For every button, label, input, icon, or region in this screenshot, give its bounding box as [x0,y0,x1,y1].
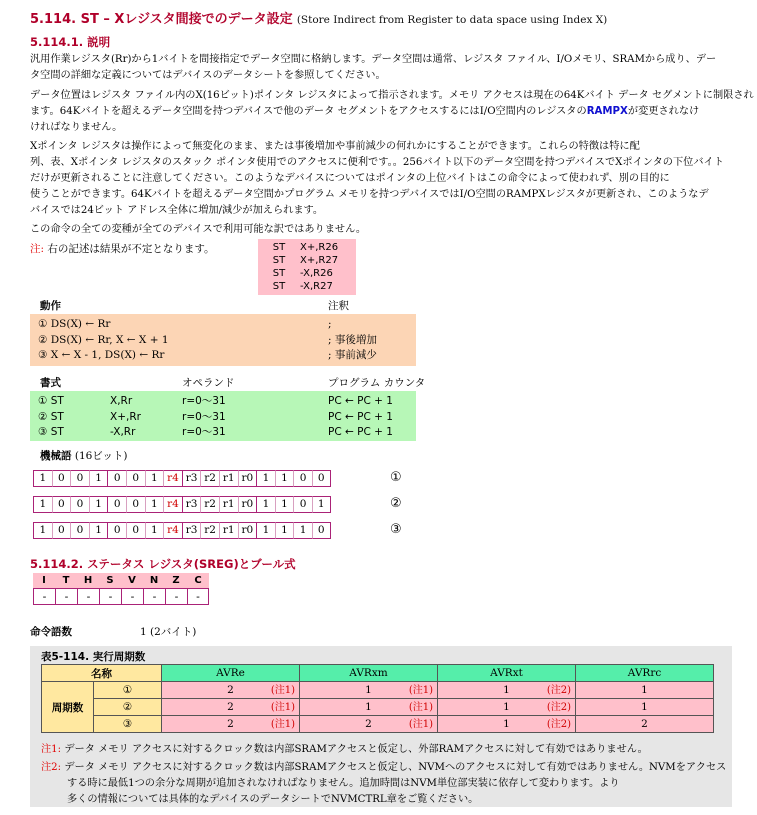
sreg-value: - [55,588,77,605]
opcode-bit: 0 [107,522,126,539]
syntax-row: ③ ST -X,Rr r=0～31 PC ← PC + 1 [38,426,393,438]
opcode-bit: r2 [200,470,219,487]
opcode-bit: 1 [256,496,275,513]
opcode-bit: r3 [182,522,201,539]
opcode-bit: 1 [89,470,108,487]
cycles-cell: 1 [576,699,714,716]
opcode-bit: 0 [126,496,145,513]
operation-row: ③ X ← X - 1, DS(X) ← Rr ; 事前減少 [38,349,377,361]
footnote-2-line: る時に最低1つの余分な周期が追加されなければなりません。追加時間はNVM単位部実装に依存して変わります。より [77,778,620,789]
paragraph-line: ければなりません。 [30,122,123,133]
operation-row: ① DS(X) ← Rr ; [38,318,332,330]
opcode-row [33,496,331,513]
opcode-mark: ① [390,470,402,485]
sreg-value: - [77,588,99,605]
cycles-row-index: ① [94,682,162,699]
cycles-cell: 1 (注2) [438,682,576,699]
words-label: 命令語数 [30,626,72,638]
note-row: ST -X,R27 [272,281,333,292]
words-value: 1 (2バイト) [140,626,197,638]
opcode-bit: 1 [256,522,275,539]
cycles-col-header: AVRxt [438,665,576,682]
note [30,241,215,256]
opcode-bit: r0 [238,496,257,513]
opcode-bit: r2 [200,522,219,539]
opcode-bit: 1 [145,470,164,487]
cycles-col-header: AVRxm [300,665,438,682]
title-main: 5.114. ST – Xレジスタ間接でのデータ設定 [30,12,293,27]
sreg-value: - [143,588,165,605]
cycles-row-index: ② [94,699,162,716]
operation-box [30,314,416,366]
cycles-cell: 1 (注1) [300,699,438,716]
footnote-2-line-prefix: す [67,778,78,789]
syntax-box [30,391,416,441]
paragraph-line: だけが更新されることに注意してください。このようなデバイスについてはポインタの上位バイトはこの命令によって使われず、別の目的に [30,173,670,184]
footnote-1 [41,742,648,758]
cycles-col-header: AVRrc [576,665,714,682]
sreg-flag: H [83,575,93,586]
cycles-row-label: 周期数 [42,682,94,733]
cycles-section [30,646,732,807]
sreg-heading: 5.114.2. ステータス レジスタ(SREG)とブール式 [30,557,296,571]
cycles-cell: 2 (注1) [162,716,300,733]
sreg-value: - [99,588,121,605]
sreg-flag: C [194,575,202,586]
sreg-flag: I [42,575,46,586]
note-row: ST -X,R26 [272,268,333,279]
opcode-mark: ② [390,496,402,511]
cycles-cell: 2 (注1) [162,682,300,699]
opcode-bit: 1 [293,522,312,539]
opcode-bit: 1 [145,496,164,513]
opcode-bit: 0 [312,470,331,487]
opcode-bit: 0 [70,522,89,539]
cycles-cell: 1 (注2) [438,699,576,716]
paragraph-line: バイスでは24ビット アドレス全体に増加/減少が加えられます。 [30,205,324,216]
opcode-bit: 1 [145,522,164,539]
cycles-row [42,716,714,733]
opcode-bit: 0 [70,496,89,513]
opcode-bit: r4 [163,470,182,487]
footnote-2-line: 多くの情報については具体的なデバイスのデータシートでNVMCTRL章をご覧ください。 [67,794,479,805]
opcode-bit: 0 [126,470,145,487]
cycles-row-index: ③ [94,716,162,733]
paragraph-line: 使うことができます。64Kバイトを超えるデータ空間かプログラム メモリを持つデバイスではI/O空間のRAMPXレジスタが更新され、このようなデ [30,189,709,200]
opcode-bit: 0 [293,470,312,487]
paragraph-line: この命令の全ての変種が全てのデバイスで利用可能な訳ではありません。 [30,224,367,235]
opcode-bit: 1 [33,496,52,513]
rampx-link[interactable]: RAMPX [586,106,628,117]
syntax-pc-header: プログラム カウンタ [328,377,426,389]
opcode-row [33,522,331,539]
operation-row: ② DS(X) ← Rr, X ← X + 1 ; 事後増加 [38,333,377,346]
opcode-bit: r1 [219,496,238,513]
syntax-row: ① ST X,Rr r=0～31 PC ← PC + 1 [38,395,393,407]
opcode-bit: 0 [107,470,126,487]
note-text: 右の記述は結果が不定となります。 [47,243,215,255]
sreg-table [33,573,209,605]
operation-comment-header: 注釈 [328,300,349,312]
cycles-cell: 2 [576,716,714,733]
sreg-flag: V [128,575,136,586]
opcode-bit: 1 [275,522,294,539]
opcode-bit: 1 [275,496,294,513]
sreg-values [33,588,209,605]
syntax-operand-header: オペランド [182,377,235,389]
opcode-bit: 0 [52,496,71,513]
opcode-bit: 0 [312,522,331,539]
description-heading: 5.114.1. 説明 [30,35,111,49]
cycles-cell: 1 [576,682,714,699]
sreg-flags [33,573,209,588]
opcode-bit: 1 [256,470,275,487]
opcode-bit: r4 [163,496,182,513]
paragraph-4 [30,222,732,238]
opcode-bit: r0 [238,470,257,487]
title-english: (Store Indirect from Register to data space using Index X) [296,14,608,26]
opcode-label: 機械語 [40,450,72,462]
note-label: 注: [30,243,45,255]
opcode-row [33,470,331,487]
opcode-bit: r0 [238,522,257,539]
footnote-2-label: 注2: [41,762,62,773]
opcode-bit: 0 [126,522,145,539]
opcode-bit: r2 [200,496,219,513]
sreg-flag: S [106,575,114,586]
opcode-bit: 0 [107,496,126,513]
footnote-1-text: データ メモリ アクセスに対するクロック数は内部SRAMアクセスと仮定し、外部RAMアクセスに対して有効ではありません。 [64,744,648,755]
opcode-bit: r1 [219,470,238,487]
opcode-bit: r4 [163,522,182,539]
opcode-bit: r3 [182,470,201,487]
cycles-cell: 1 (注2) [438,716,576,733]
opcode-heading [40,448,127,463]
paragraph-line: 汎用作業レジスタ(Rr)から1バイトを間接指定でデータ空間に格納します。データ空間は通常、レジスタ ファイル、I/Oメモリ、SRAMから成り、デー [30,54,717,65]
cycles-col-header: AVRe [162,665,300,682]
note-row: ST X+,R26 [272,242,339,253]
paragraph-3 [30,139,732,219]
opcode-bit: 0 [52,470,71,487]
opcode-bit: 1 [275,470,294,487]
note-instructions-box [258,239,356,295]
opcode-bit: 0 [70,470,89,487]
paragraph-2 [30,88,754,136]
sreg-flag: T [62,575,70,586]
sreg-value: - [165,588,187,605]
syntax-label: 書式 [40,377,61,389]
footnote-1-label: 注1: [41,744,62,755]
paragraph-line: タ空間の詳細な定義についてはデバイスのデータシートを参照してください。 [30,70,386,81]
sreg-value: - [33,588,55,605]
footnote-2 [41,760,726,808]
sreg-flag: Z [172,575,180,586]
operation-label: 動作 [40,300,61,312]
cycles-cell: 2 (注1) [162,699,300,716]
opcode-bit: 1 [33,522,52,539]
cycles-cell: 1 (注1) [300,682,438,699]
paragraph-line: ます。64Kバイトを超えるデータ空間を持つデバイスで他のデータ セグメントをアクセスするにはI/O空間内のレジスタのRAMPXが変更されなけ [30,106,700,117]
opcode-bit: 1 [33,470,52,487]
opcode-bit: 0 [52,522,71,539]
opcode-bit: r1 [219,522,238,539]
paragraph-line: 列、表、Xポインタ レジスタのスタック ポインタ使用でのアクセスに便利です。。256バイト以下のデータ空間を持つデバイスでXポインタの下位バイト [30,157,724,168]
sreg-value: - [121,588,143,605]
cycles-table [41,664,714,733]
sreg-value: - [187,588,209,605]
note-row: ST X+,R27 [272,255,339,266]
opcode-bit: 0 [293,496,312,513]
page-title [30,8,607,27]
opcode-label-suffix: (16ビット) [74,450,128,462]
paragraph-line: データ位置はレジスタ ファイル内のX(16ビット)ポインタ レジスタによって指示されます。メモリ アクセスは現在の64Kバイト データ セグメントに制限され [30,90,754,101]
opcode-bit: r3 [182,496,201,513]
cycles-table-title: 表5-114. 実行周期数 [41,651,146,663]
cycles-row [42,699,714,716]
opcode-bit: 1 [89,496,108,513]
cycles-name-header: 名称 [42,665,162,682]
paragraph-line: Xポインタ レジスタは操作によって無変化のまま、または事後増加や事前減少の何れかにすることができます。これらの特徴は特に配 [30,141,640,152]
cycles-cell: 2 (注1) [300,716,438,733]
sreg-flag: N [149,575,159,586]
opcode-bit: 1 [312,496,331,513]
cycles-row [42,682,714,699]
syntax-row: ② ST X+,Rr r=0～31 PC ← PC + 1 [38,410,393,423]
paragraph-1 [30,52,732,84]
footnote-2-line: データ メモリ アクセスに対するクロック数は内部SRAMアクセスと仮定し、NVMへのアクセスに対して有効ではありません。NVMをアクセ [64,762,717,773]
cycles-header-row [42,665,714,682]
opcode-bit: 1 [89,522,108,539]
footnote-2-line: ス [716,762,727,773]
opcode-mark: ③ [390,522,402,537]
